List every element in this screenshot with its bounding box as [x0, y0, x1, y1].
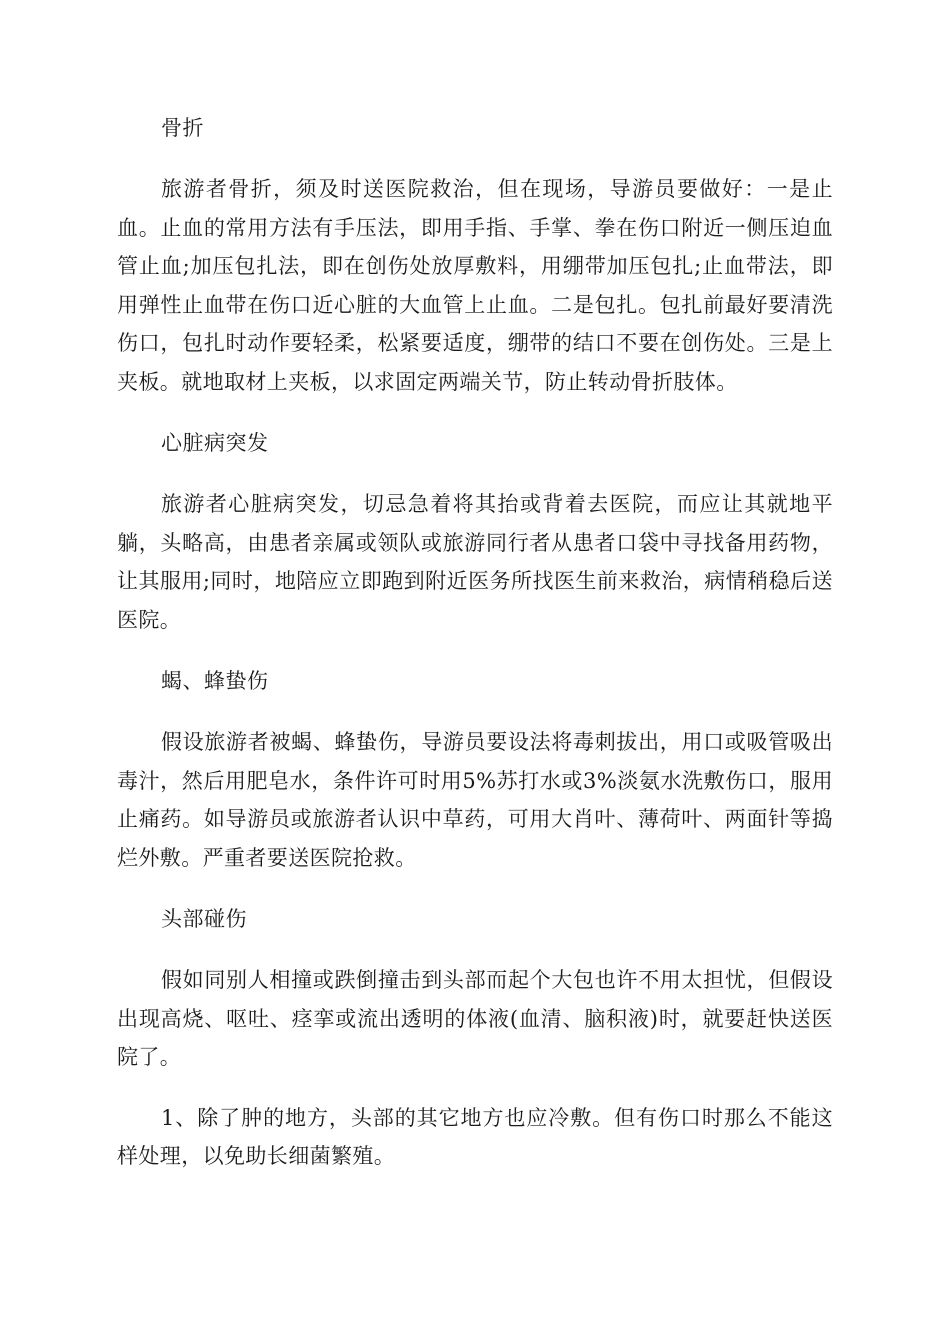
paragraph-sting: 假设旅游者被蝎、蜂蛰伤，导游员要设法将毒刺拔出，用口或吸管吸出毒汁，然后用肥皂水，条件许可时用5%苏打水或3%淡氨水洗敷伤口，服用止痛药。如导游员或旅游者认识中草药，可用大肖叶、薄荷叶、两面针等捣烂外敷。严重者要送医院抢救。 — [117, 730, 833, 870]
section-heading-fracture: 骨折 — [161, 116, 204, 140]
paragraph-heart-attack: 旅游者心脏病突发，切忌急着将其抬或背着去医院，而应让其就地平躺，头略高，由患者亲属或领队或旅游同行者从患者口袋中寻找备用药物，让其服用;同时，地陪应立即跑到附近医务所找医生前来救治，病情稍稳后送医院。 — [117, 492, 833, 632]
section-heading-sting: 蝎、蜂蛰伤 — [161, 669, 269, 693]
document-body — [117, 108, 833, 1198]
section-heading-head-injury: 头部碰伤 — [161, 907, 247, 931]
section-heading-heart-attack: 心脏病突发 — [161, 431, 269, 455]
paragraph-head-injury: 假如同别人相撞或跌倒撞击到头部而起个大包也许不用太担忧，但假设出现高烧、呕吐、痉挛或流出透明的体液(血清、脑积液)时，就要赶快送医院了。 — [117, 968, 833, 1069]
paragraph-fracture: 旅游者骨折，须及时送医院救治，但在现场，导游员要做好：一是止血。止血的常用方法有手压法，即用手指、手掌、拳在伤口附近一侧压迫血管止血;加压包扎法，即在创伤处放厚敷料，用绷带加压包扎;止血带法，即用弹性止血带在伤口近心脏的大血管上止血。二是包扎。包扎前最好要清洗伤口，包扎时动作要轻柔，松紧要适度，绷带的结口不要在创伤处。三是上夹板。就地取材上夹板，以求固定两端关节，防止转动骨折肢体。 — [117, 177, 833, 394]
paragraph-head-injury-step-1: 1、除了肿的地方，头部的其它地方也应冷敷。但有伤口时那么不能这样处理，以免助长细菌繁殖。 — [117, 1105, 833, 1168]
